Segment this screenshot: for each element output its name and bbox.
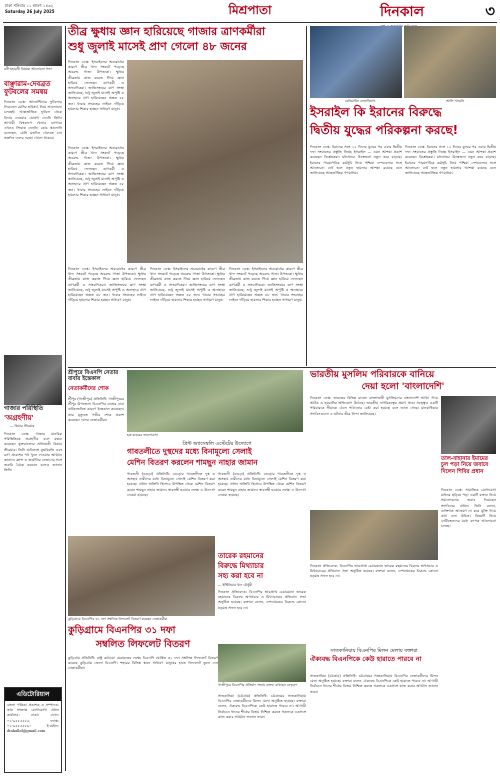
page-number: ৩ [485,2,495,20]
lead-rule [306,26,307,366]
india-headline-2: দেয়া হলো 'বাংলাদেশি' [361,382,445,392]
tarique-photo-caption: গাজীপুরে বিএনপির প্রতিবাদ সভায় বক্তব্য রাখছেন নেতৃবৃন্দ [218,683,298,687]
editorial-title: এডিটোরিয়াল [5,688,61,701]
iran-caption-left: বেনিয়ামিন নেতানিয়াহু [344,99,376,103]
gabtali-kicker: প্রিন্ট অ্যাসেম্বলি এস্টেটের উদ্যোগে [182,441,252,447]
india-photo [441,396,496,454]
right-col-headline: তাল-বাহানার ইমামের চুল পড়া নিয়ে জবাবে দিলেন শিবির প্রধান [441,456,489,475]
tarique-headline-3: সহ্য করা হবে না [218,572,264,580]
left-story1-headline: বাঞ্ছারাম-দেবব্রত ফুটবলের সমন্বয় [4,80,51,97]
gabtali-headline-1: গাবতলীতে দুস্থদের মধ্যে বিনামূল্যে সেলাই [127,447,252,456]
tarique-body-2: দিনকাল প্রতিবেদক: বিএনপির ভারপ্রাপ্ত চেয়ারম্যান তারেক রহমানের বিরুদ্ধে অপপ্রচার ও মিথ্যাচারের প্রতিবাদে সভা অনুষ্ঠিত হয়েছে। বক্তারা বলেন, দেশনায়কের বিরুদ্ধে কোনো ষড়যন্ত্র সফল হবে না। [310,564,438,579]
tarique-headline-2: বিরুদ্ধে মিথ্যাচার [218,562,264,570]
lead-body: দিনকাল ডেস্ক: ইসরাইলের অবরোধের কারণে তীব্র খাদ্য সংকটে পড়েছে অবরুদ্ধ গাজা উপত্যকা। ক্ষুধার তীব্রতায় কাজ করতে গিয়ে জ্ঞান হারিয়ে ফেলছেন ত্রাণকর্মী ও সাংবাদিকরা। জাতিসংঘের ত্রাণ সংস্থা জানিয়েছে, শুধু জুলাই মাসেই অপুষ্টি ও অনাহারে প্রাণ হারিয়েছেন অন্তত ৪৮ জন। খাবার সংগ্রহের লাইনে দাঁড়িয়ে হামলার শিকার হচ্ছেন সাধারণ মানুষ। [68,60,124,111]
lead-body-bottom-1: দিনকাল ডেস্ক: ইসরাইলের অবরোধের কারণে তীব্র খাদ্য সংকটে পড়েছে অবরুদ্ধ গাজা উপত্যকা। ক্ষুধার তীব্রতায় কাজ করতে গিয়ে জ্ঞান হারিয়ে ফেলছেন ত্রাণকর্মী ও সাংবাদিকরা। জাতিসংঘের ত্রাণ সংস্থা জানিয়েছে, শুধু জুলাই মাসেই অপুষ্টি ও অনাহারে প্রাণ হারিয়েছেন অন্তত ৪৮ জন। খাবার সংগ্রহের লাইনে দাঁড়িয়ে হামলার শিকার হচ্ছেন সাধারণ মানুষ। [68,267,146,303]
kurigram-headline-2: সম্বলিত লিফলেট বিতরণ [95,639,191,650]
kurigram-headline-1: কুড়িগ্রামে বিএনপির ৩১ দফা [68,625,176,636]
tarique-body: দিনকাল প্রতিবেদক: বিএনপির ভারপ্রাপ্ত চেয়ারম্যান তারেক রহমানের বিরুদ্ধে অপপ্রচার ও মিথ্যাচারের প্রতিবাদে সভা অনুষ্ঠিত হয়েছে। বক্তারা বলেন, দেশনায়কের বিরুদ্ধে কোনো ষড়যন্ত্র সফল হবে না। [218,590,306,610]
satkania-body: সাতকানিয়া (চট্টগ্রাম) প্রতিনিধি: চট্টগ্রামের সাতকানিয়ায় বিএনপির নেতাকর্মীদের মিলন মেলা অনুষ্ঠিত হয়েছে। বক্তারা বলেন, ঐক্যবদ্ধ বিএনপিকে কেউ হারাতে পারবে না। আগামী নির্বাচনে ধানের শীষের বিজয় নিশ্চিত করতে সকলকে একসঙ্গে কাজ করার আহ্বান জানান তারা। [218,694,306,719]
tarique-headline-1: তারেক রহমানের [218,552,264,560]
lead-body-cont: দিনকাল ডেস্ক: ইসরাইলের অবরোধের কারণে তীব্র খাদ্য সংকটে পড়েছে অবরুদ্ধ গাজা উপত্যকা। ক্ষুধার তীব্রতায় কাজ করতে গিয়ে জ্ঞান হারিয়ে ফেলছেন ত্রাণকর্মী ও সাংবাদিকরা। জাতিসংঘের ত্রাণ সংস্থা জানিয়েছে, শুধু জুলাই মাসেই অপুষ্টি ও অনাহারে প্রাণ হারিয়েছেন অন্তত ৪৮ জন। খাবার সংগ্রহের লাইনে দাঁড়িয়ে হামলার শিকার হচ্ছেন সাধারণ মানুষ। [68,146,124,197]
left-story1-body: দিনকাল ডেস্ক: আর্জেন্টিনার ফুটবলার লিওনেল মেসির ভবিষ্যৎ নিয়ে আলোচনা চলছেই। আন্তর্জাতিক ফুটবল থেকে বিদায় নেওয়ার ঘোষণা দেননি তিনি। আগামী বিশ্বকাপে খেলার ব্যাপারে এখনও সিদ্ধান্ত নেননি। কোচ স্কালোনি বলেছেন, মেসি যতদিন খেলতে চান ততদিন দলের দরজা খোলা থাকবে। [4,100,62,141]
editorial-body: বাংলা পত্রিকা প্রকাশক ও সম্পাদক: তথ্য সংক্রান্ত যোগাযোগ। প্রধান কার্যালয়: ঢাকা। ফোন: ০২-৯৫৫৫৫৫৫, ফ্যাক্স: ০২-৯৫৫৫৫৫৬। ই-মেইল: dinkalbd@gmail.com [7,703,59,734]
khamenei-photo [404,26,496,98]
left-story2-sub: — কিয়ার স্টারমার [10,424,35,428]
iran-headline-2: দ্বিতীয় যুদ্ধের পরিকল্পনা করছে! [310,123,459,137]
starmer-photo [4,355,62,405]
team-photo [127,370,303,432]
gabtali-body-2: গাবতলী (বগুড়া) প্রতিনিধি: বগুড়ার গাবতলীতে দুস্থ ও অসহায় নারীদের মধ্যে বিনামূল্যে সেলাই মেশিন বিতরণ করা হয়েছে। প্রধান অতিথি হিসেবে উপস্থিত থেকে মেশিন বিতরণ করেন শামছুন নাহার জামান। স্বাবলম্বী হওয়ার লক্ষ্যে এ উদ্যোগ নেওয়া হয়েছে। [218,472,306,497]
india-body: দিনকাল ডেস্ক: ভারতের বিভিন্ন রাজ্যে বাংলাভাষী মুসলিমদের বাংলাদেশি আখ্যা দিয়ে আটক ও হয়রানির অভিযোগ উঠেছে। ভারতীয় নাগরিকত্বের প্রমাণ থাকা সত্ত্বেও একটি পরিবারকে সীমান্তে ঠেলে পাঠানোর চেষ্টা করা হয়েছে বলে জানা গেছে। মানবাধিকার সংগঠনগুলো এ ঘটনার তীব্র নিন্দা জানিয়েছে। [310,396,438,416]
india-headline-1: ভারতীয় মুসলিম পরিবারকে বানিয়ে [310,370,435,380]
right-col-body: দিনকাল ডেস্ক: সামাজিক যোগাযোগ মাধ্যমে ছড়িয়ে পড়া একটি বক্তব্য নিয়ে সমালোচনার জবাব দিয়েছেন সংগঠনের প্রধান। তিনি বলেন, ব্যক্তিগত আক্রমণ না করে যুক্তি দিয়ে কথা বলা উচিত। বিষয়টি নিয়ে নেটিজেনদের মধ্যে ব্যাপক আলোচনা চলছে। [441,488,496,529]
lead-headline-2: শুধু জুলাই মাসেই প্রাণ গেলো ৪৮ জনের [68,40,247,53]
left-col-rule [65,26,66,771]
header-rule [3,22,497,23]
satkania-headline: ঐক্যবদ্ধ বিএনপিকে কেউ হারাতে পারবে না [310,655,422,663]
satkania-body-2: সাতকানিয়া (চট্টগ্রাম) প্রতিনিধি: চট্টগ্রামের সাতকানিয়ায় বিএনপির নেতাকর্মীদের মিলন মেলা অনুষ্ঠিত হয়েছে। বক্তারা বলেন, ঐক্যবদ্ধ বিএনপিকে কেউ হারাতে পারবে না। আগামী নির্বাচনে ধানের শীষের বিজয় নিশ্চিত করতে সকলকে একসঙ্গে কাজ করার আহ্বান জানান তারা। [310,674,438,694]
lead-headline-1: তীব্র ক্ষুধায় জ্ঞান হারিয়েছে গাজার ত্রাণকর্মীরা [68,25,266,38]
uk-sub: নেতাকর্মীদের শোক [68,386,109,392]
left-story2-kicker: গাজার পরিস্থিতি [4,405,44,412]
date-line [5,3,125,15]
english-date: Saturday 26 July 2025 [5,9,55,14]
tarique-byline: — ইঞ্জিনিয়ার খান চৌধুরী [218,583,253,587]
gaza-crowd-photo [127,60,303,263]
left-top-photo [4,26,62,66]
iran-body-1: দিনকাল ডেস্ক: ইরানের সঙ্গে ১২ দিনের যুদ্ধের পর এবার দ্বিতীয় দফা সংঘাতের প্রস্তুতি নিচ্ছে ইসরাইল — এমন আশঙ্কা প্রকাশ করেছেন বিশ্লেষকরা। মধ্যপ্রাচ্যে উত্তেজনা নতুন করে বাড়ছে। ইরানের পারমাণবিক কর্মসূচি নিয়ে পশ্চিমা দেশগুলোর সঙ্গে আলোচনা ব্যর্থ হলে নতুন হামলার আশঙ্কা রয়েছে বলে জানিয়েছে আন্তর্জাতিক গণমাধ্যম। [310,145,402,176]
iran-body-2: দিনকাল ডেস্ক: ইরানের সঙ্গে ১২ দিনের যুদ্ধের পর এবার দ্বিতীয় দফা সংঘাতের প্রস্তুতি নিচ্ছে ইসরাইল — এমন আশঙ্কা প্রকাশ করেছেন বিশ্লেষকরা। মধ্যপ্রাচ্যে উত্তেজনা নতুন করে বাড়ছে। ইরানের পারমাণবিক কর্মসূচি নিয়ে পশ্চিমা দেশগুলোর সঙ্গে আলোচনা ব্যর্থ হলে নতুন হামলার আশঙ্কা রয়েছে বলে জানিয়েছে আন্তর্জাতিক গণমাধ্যম। [405,145,496,176]
uk-body: শ্রীপুর (গাজীপুর) প্রতিনিধি: গাজীপুরের শ্রীপুর উপজেলা বিএনপির নেতার বাবা বার্ধক্যজনিত কারণে ইন্তেকাল করেছেন। তার মৃত্যুতে গভীর শোক প্রকাশ করেছেন দলের নেতাকর্মীরা। [68,397,124,422]
kurigram-photo [68,536,215,616]
lead-body-bottom-2: দিনকাল ডেস্ক: ইসরাইলের অবরোধের কারণে তীব্র খাদ্য সংকটে পড়েছে অবরুদ্ধ গাজা উপত্যকা। ক্ষুধার তীব্রতায় কাজ করতে গিয়ে জ্ঞান হারিয়ে ফেলছেন ত্রাণকর্মী ও সাংবাদিকরা। জাতিসংঘের ত্রাণ সংস্থা জানিয়েছে, শুধু জুলাই মাসেই অপুষ্টি ও অনাহারে প্রাণ হারিয়েছেন অন্তত ৪৮ জন। খাবার সংগ্রহের লাইনে দাঁড়িয়ে হামলার শিকার হচ্ছেন সাধারণ মানুষ। [150,267,225,303]
gabtali-body: গাবতলী (বগুড়া) প্রতিনিধি: বগুড়ার গাবতলীতে দুস্থ ও অসহায় নারীদের মধ্যে বিনামূল্যে সেলাই মেশিন বিতরণ করা হয়েছে। প্রধান অতিথি হিসেবে উপস্থিত থেকে মেশিন বিতরণ করেন শামছুন নাহার জামান। স্বাবলম্বী হওয়ার লক্ষ্যে এ উদ্যোগ নেওয়া হয়েছে। [127,472,215,497]
iran-caption-right: আলি খামেনি [446,99,464,103]
masthead-block [380,0,495,22]
iran-headline-1: ইসরাইল কি ইরানের বিরুদ্ধে [310,105,442,119]
bangla-date: ঢাকা শনিবার ১১ শ্রাবণ ১৪৩২ [5,3,54,8]
uk-headline: শ্রীপুরে বিএনপি নেতার বাবার ইন্তেকাল [68,370,119,383]
left-top-caption: রথী-মহারথী বিষয়ক আলোচনা সভা [4,67,52,71]
kurigram-caption: কুড়িগ্রামে বিএনপির ৩১ দফা সম্বলিত লিফলেট বিতরণ করছেন নেতাকর্মীরা [68,617,168,621]
masthead: দিনকাল [380,4,425,20]
tarique-photo [218,644,306,682]
left-story2-headline: 'অগ্রহণীয়' [4,414,34,422]
team-photo-caption: হক-বাবরের ভালোবাসা [127,433,158,437]
satkania-kicker-visible: সাতকানিয়ায় বিএনপির মিলন মেলায় বক্তারা [330,648,418,654]
sewing-machine-photo [310,510,438,560]
gabtali-headline-2: মেশিন বিতরণ করলেন শামছুন নাহার জামান [127,458,258,467]
netanyahu-photo [310,26,402,98]
lead-body-bottom-3: দিনকাল ডেস্ক: ইসরাইলের অবরোধের কারণে তীব্র খাদ্য সংকটে পড়েছে অবরুদ্ধ গাজা উপত্যকা। ক্ষুধার তীব্রতায় কাজ করতে গিয়ে জ্ঞান হারিয়ে ফেলছেন ত্রাণকর্মী ও সাংবাদিকরা। জাতিসংঘের ত্রাণ সংস্থা জানিয়েছে, শুধু জুলাই মাসেই অপুষ্টি ও অনাহারে প্রাণ হারিয়েছেন অন্তত ৪৮ জন। খাবার সংগ্রহের লাইনে দাঁড়িয়ে হামলার শিকার হচ্ছেন সাধারণ মানুষ। [229,267,303,303]
mid-rule [68,367,496,368]
kurigram-body: কুড়িগ্রাম প্রতিনিধি: রাষ্ট্র কাঠামো মেরামতের লক্ষ্যে বিএনপি ঘোষিত ৩১ দফা সম্বলিত লিফলেট বিতরণ করেছে কুড়িগ্রাম জেলা বিএনপি। শহরের বিভিন্ন স্থানে সাধারণ মানুষের হাতে লিফলেট তুলে দেন নেতাকর্মীরা। [68,656,218,671]
editorial-box [4,687,62,773]
left-story2-body: দিনকাল ডেস্ক: গাজার মানবিক পরিস্থিতিকে অগ্রহণীয় বলে মন্তব্য করেছেন যুক্তরাজ্যের প্রধানমন্ত্রী কিয়ার স্টারমার। তিনি অবিলম্বে যুদ্ধবিরতি এবং ত্রাণ প্রবেশের পথ খুলে দেওয়ার আহ্বান জানান। ফ্রান্স ও জার্মানির নেতাদের সঙ্গে জরুরি বৈঠক করবেন বলেও জানান তিনি। [4,432,62,473]
section-title: মিশ্রপাতা [228,3,272,17]
